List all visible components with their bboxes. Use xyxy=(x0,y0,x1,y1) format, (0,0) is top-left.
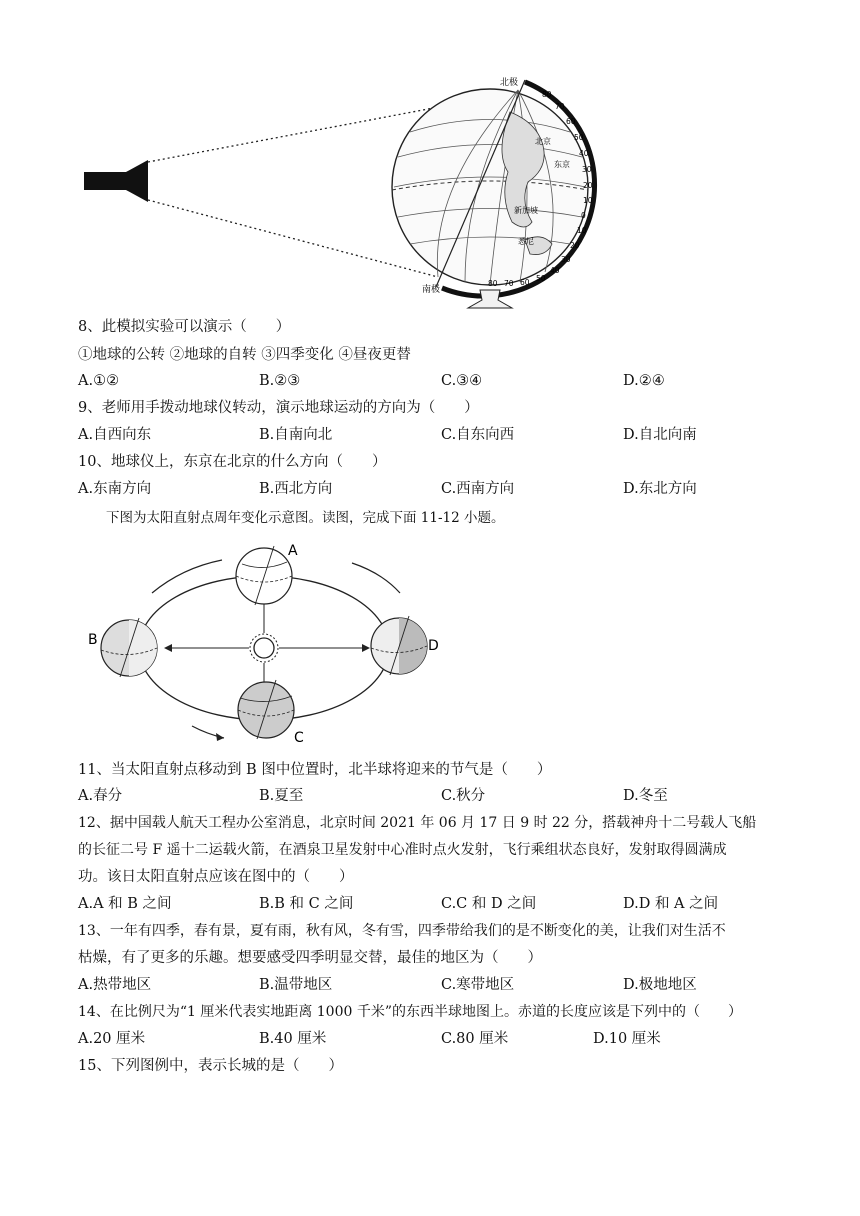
svg-text:20: 20 xyxy=(583,181,593,190)
south-pole-label: 南极 xyxy=(422,285,441,295)
question-9-stem: 9、老师用手拨动地球仪转动，演示地球运动的方向为（ ） xyxy=(78,400,479,416)
question-11-option-d[interactable]: D.冬至 xyxy=(623,788,668,804)
svg-text:30: 30 xyxy=(561,255,571,264)
question-13-option-c[interactable]: C.寒带地区 xyxy=(441,977,515,993)
globe-experiment-figure xyxy=(80,72,600,312)
question-12-option-a[interactable]: A.A 和 B 之间 xyxy=(78,896,172,912)
earth-position-c xyxy=(238,680,294,739)
label-d: D xyxy=(428,638,439,654)
city-label-tokyo: 东京 xyxy=(554,160,570,169)
city-label-sydney: 悉尼 xyxy=(518,237,534,246)
question-15-stem: 15、下列图例中，表示长城的是（ ） xyxy=(78,1058,343,1074)
svg-text:60: 60 xyxy=(566,117,576,126)
sun-icon xyxy=(250,634,278,662)
orbit-direction-arc-right xyxy=(352,563,400,593)
svg-text:50: 50 xyxy=(574,133,584,142)
question-9-option-c[interactable]: C.自东向西 xyxy=(441,427,515,443)
svg-text:40: 40 xyxy=(579,149,589,158)
svg-text:80: 80 xyxy=(542,90,552,99)
svg-text:70: 70 xyxy=(504,279,514,288)
svg-text:10: 10 xyxy=(577,226,587,235)
orbit-direction-arrow xyxy=(216,733,224,741)
question-10-option-a[interactable]: A.东南方向 xyxy=(78,481,152,497)
question-11-option-b[interactable]: B.夏至 xyxy=(259,788,304,804)
flashlight-head xyxy=(126,160,148,202)
orbit-direction-arc-top xyxy=(152,560,222,593)
question-12-option-b[interactable]: B.B 和 C 之间 xyxy=(259,896,354,912)
svg-text:20: 20 xyxy=(570,241,580,250)
question-12-option-d[interactable]: D.D 和 A 之间 xyxy=(623,896,719,912)
question-12-stem-line-2: 的长征二号 F 遥十二运载火箭，在酒泉卫星发射中心准时点火发射，飞行乘组状态良好，发射取得圆满成 xyxy=(78,842,727,858)
question-8-option-b[interactable]: B.②③ xyxy=(259,373,301,389)
earth-position-d xyxy=(371,616,427,675)
svg-text:10: 10 xyxy=(583,196,593,205)
question-8-option-d[interactable]: D.②④ xyxy=(623,373,665,389)
question-10-option-d[interactable]: D.东北方向 xyxy=(623,481,697,497)
svg-text:0: 0 xyxy=(581,211,586,220)
question-14-option-c[interactable]: C.80 厘米 xyxy=(441,1031,509,1047)
question-10-option-b[interactable]: B.西北方向 xyxy=(259,481,333,497)
svg-text:60: 60 xyxy=(520,278,530,287)
question-14-stem: 14、在比例尺为“1 厘米代表实地距离 1000 千米”的东西半球地图上。赤道的长度应该是下列中的（ ） xyxy=(78,1004,743,1020)
city-label-beijing: 北京 xyxy=(535,137,551,146)
question-14-option-d[interactable]: D.10 厘米 xyxy=(593,1031,661,1047)
question-8-items: ①地球的公转 ②地球的自转 ③四季变化 ④昼夜更替 xyxy=(78,347,411,363)
question-9-option-a[interactable]: A.自西向东 xyxy=(78,427,152,443)
flashlight-body xyxy=(84,172,126,190)
north-pole-label: 北极 xyxy=(500,78,519,88)
earth-position-b xyxy=(101,618,157,677)
label-b: B xyxy=(88,632,98,648)
label-a: A xyxy=(288,543,298,559)
arrowhead-b xyxy=(164,644,172,652)
earth-position-a xyxy=(236,546,292,605)
question-12-option-c[interactable]: C.C 和 D 之间 xyxy=(441,896,537,912)
question-10-stem: 10、地球仪上，东京在北京的什么方向（ ） xyxy=(78,454,387,470)
question-9-option-d[interactable]: D.自北向南 xyxy=(623,427,697,443)
question-14-option-a[interactable]: A.20 厘米 xyxy=(78,1031,146,1047)
question-8-option-c[interactable]: C.③④ xyxy=(441,373,483,389)
globe xyxy=(392,80,588,287)
svg-text:80: 80 xyxy=(488,279,498,288)
question-12-stem-line-1: 12、据中国载人航天工程办公室消息，北京时间 2021 年 06 月 17 日 9 时 22 分，搭载神舟十二号载人飞船 xyxy=(78,815,757,831)
city-label-singapore: 新加坡 xyxy=(514,206,538,215)
subsolar-point-figure xyxy=(82,538,442,750)
arrowhead-d xyxy=(362,644,370,652)
question-9-option-b[interactable]: B.自南向北 xyxy=(259,427,333,443)
question-8-option-a[interactable]: A.①② xyxy=(78,373,120,389)
question-11-option-a[interactable]: A.春分 xyxy=(78,788,123,804)
question-13-option-b[interactable]: B.温带地区 xyxy=(259,977,333,993)
question-14-option-b[interactable]: B.40 厘米 xyxy=(259,1031,327,1047)
question-13-option-d[interactable]: D.极地地区 xyxy=(623,977,697,993)
svg-text:40: 40 xyxy=(550,266,560,275)
question-8-stem: 8、此模拟实验可以演示（ ） xyxy=(78,319,291,335)
question-10-option-c[interactable]: C.西南方向 xyxy=(441,481,515,497)
label-c: C xyxy=(294,730,304,746)
question-11-option-c[interactable]: C.秋分 xyxy=(441,788,486,804)
svg-text:70: 70 xyxy=(555,102,565,111)
question-11-stem: 11、当太阳直射点移动到 B 图中位置时，北半球将迎来的节气是（ ） xyxy=(78,762,552,778)
question-12-stem-line-3: 功。该日太阳直射点应该在图中的（ ） xyxy=(78,869,354,885)
question-13-stem-line-1: 13、一年有四季，春有景，夏有雨，秋有风，冬有雪，四季带给我们的是不断变化的美，让我们对生活不 xyxy=(78,923,726,939)
svg-text:30: 30 xyxy=(582,165,592,174)
question-13-stem-line-2: 枯燥，有了更多的乐趣。想要感受四季明显交替，最佳的地区为（ ） xyxy=(78,950,542,966)
svg-text:50: 50 xyxy=(536,274,546,283)
question-13-option-a[interactable]: A.热带地区 xyxy=(78,977,152,993)
intro-11-12: 下图为太阳直射点周年变化示意图。读图，完成下面 11-12 小题。 xyxy=(106,510,505,526)
